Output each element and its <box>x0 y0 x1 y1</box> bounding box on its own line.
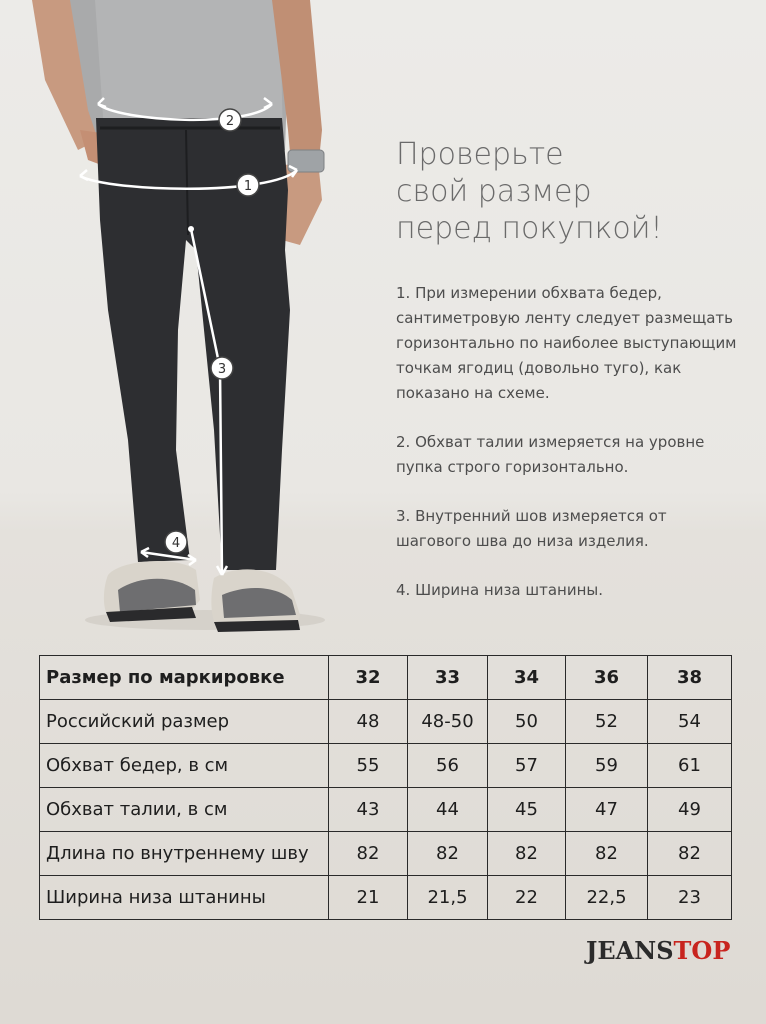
table-cell: 52 <box>566 700 648 744</box>
table-cell: Длина по внутреннему шву <box>40 832 329 876</box>
instruction-2: 2. Обхват талии измеряется на уровне пупка строго горизонтально. <box>396 433 705 476</box>
table-cell: 21,5 <box>408 876 488 920</box>
table-cell: 57 <box>488 744 566 788</box>
table-cell: 82 <box>329 832 408 876</box>
table-cell: 55 <box>329 744 408 788</box>
table-row <box>40 832 732 876</box>
table-cell: 23 <box>648 876 732 920</box>
instruction-1: 1. При измерении обхвата бедер, сантиметровую ленту следует размещать горизонтально по наиболее выступающим точкам ягодиц (довольно туго), как показано на схеме. <box>396 284 737 402</box>
table-row <box>40 744 732 788</box>
table-cell: 21 <box>329 876 408 920</box>
page-heading <box>396 136 756 247</box>
table-cell: 82 <box>408 832 488 876</box>
table-header-cell: 33 <box>408 656 488 700</box>
table-header-cell: 34 <box>488 656 566 700</box>
measurement-instructions <box>396 281 746 627</box>
marker-1 <box>237 174 259 196</box>
logo-part-jeans: JEANS <box>586 936 674 965</box>
table-cell: 56 <box>408 744 488 788</box>
table-cell: Обхват бедер, в см <box>40 744 329 788</box>
table-cell: 45 <box>488 788 566 832</box>
table-row <box>40 788 732 832</box>
instruction-4: 4. Ширина низа штанины. <box>396 581 604 599</box>
table-header-cell: Размер по маркировке <box>40 656 329 700</box>
table-cell: 43 <box>329 788 408 832</box>
table-cell: 61 <box>648 744 732 788</box>
jeanstop-logo <box>586 936 730 965</box>
table-cell: 22 <box>488 876 566 920</box>
table-cell: 82 <box>566 832 648 876</box>
instruction-3: 3. Внутренний шов измеряется от шагового шва до низа изделия. <box>396 507 667 550</box>
heading-line-1: Проверьте <box>396 137 564 172</box>
svg-text:1: 1 <box>243 179 253 194</box>
table-header-cell: 38 <box>648 656 732 700</box>
table-header-cell: 32 <box>329 656 408 700</box>
table-cell: 47 <box>566 788 648 832</box>
table-cell: 22,5 <box>566 876 648 920</box>
table-cell: Ширина низа штанины <box>40 876 329 920</box>
table-row <box>40 700 732 744</box>
heading-line-3: перед покупкой! <box>396 211 663 246</box>
heading-line-2: свой размер <box>396 174 592 209</box>
table-cell: 82 <box>648 832 732 876</box>
table-cell: 59 <box>566 744 648 788</box>
table-cell: 54 <box>648 700 732 744</box>
table-header-cell: 36 <box>566 656 648 700</box>
logo-part-top: TOP <box>673 936 731 965</box>
marker-2 <box>219 109 241 131</box>
table-cell: Российский размер <box>40 700 329 744</box>
svg-text:4: 4 <box>171 536 181 551</box>
table-cell: Обхват талии, в см <box>40 788 329 832</box>
table-row <box>40 876 732 920</box>
table-cell: 50 <box>488 700 566 744</box>
size-table <box>39 655 732 920</box>
table-cell: 49 <box>648 788 732 832</box>
marker-3 <box>211 357 233 379</box>
model-photo <box>0 0 360 640</box>
table-header-row <box>40 656 732 700</box>
svg-text:2: 2 <box>225 114 235 129</box>
table-cell: 48-50 <box>408 700 488 744</box>
marker-4 <box>165 531 187 553</box>
svg-text:3: 3 <box>217 362 227 377</box>
table-cell: 48 <box>329 700 408 744</box>
table-cell: 44 <box>408 788 488 832</box>
table-cell: 82 <box>488 832 566 876</box>
